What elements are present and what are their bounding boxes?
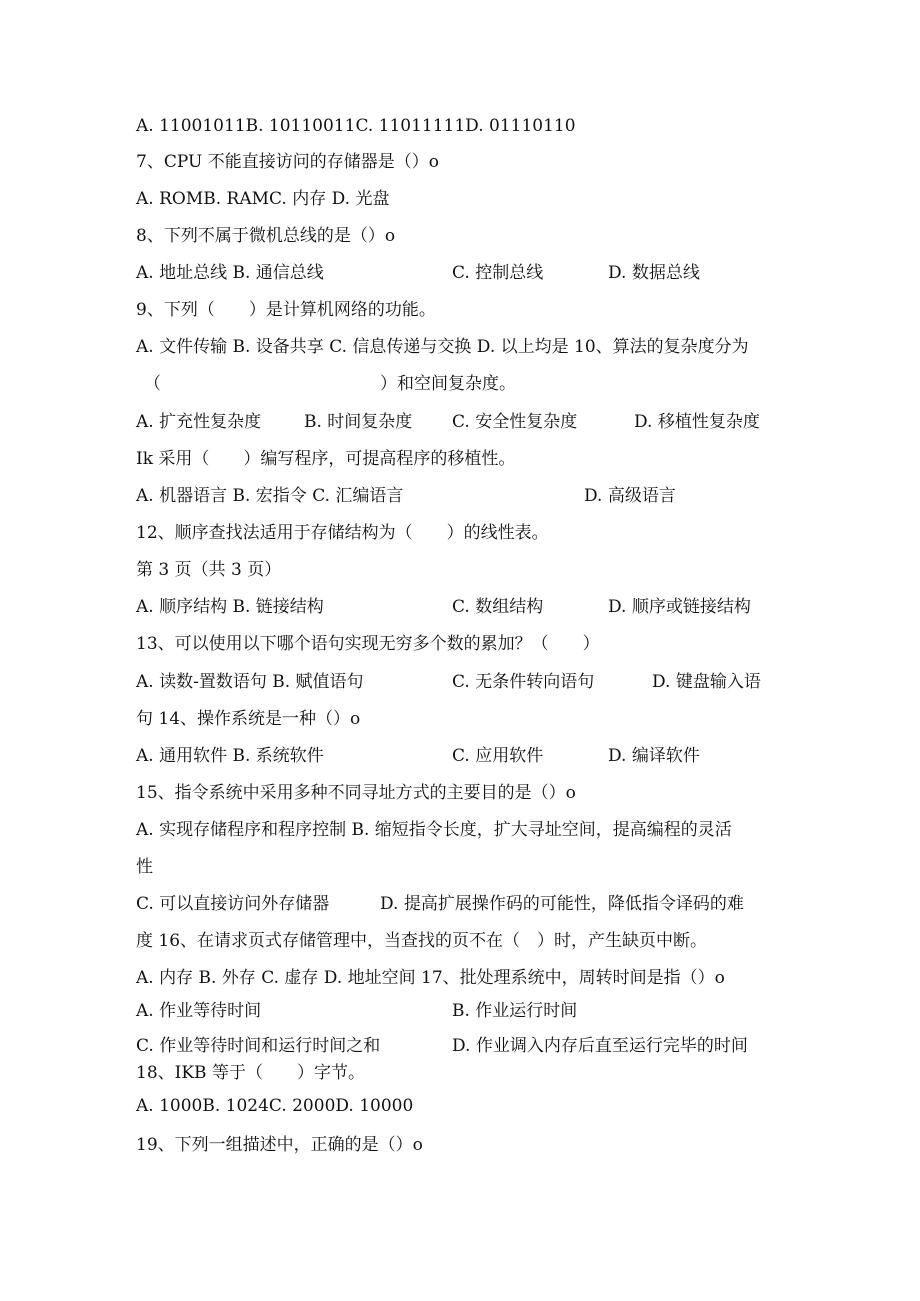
option-a-b: A. 通用软件 B. 系统软件 (136, 746, 324, 766)
option-c: C. 控制总线 (452, 263, 544, 283)
text-segment: 8、下列不属于微机总线的是（）o (136, 226, 396, 246)
text-segment: A. 文件传输 B. 设备共享 C. 信息传递与交换 D. 以上均是 10、算法的复杂度分为 (136, 337, 749, 357)
blank-close-text: ）和空间复杂度。 (380, 374, 516, 394)
text-segment: Ik 采用（ ）编写程序，可提高程序的移植性。 (136, 449, 516, 469)
text-segment: A. 内存 B. 外存 C. 虚存 D. 地址空间 17、批处理系统中，周转时间是指（）o (136, 968, 725, 988)
text-segment: 度 16、在请求页式存储管理中，当查找的页不在（ ）时，产生缺页中断。 (136, 931, 708, 951)
text-segment: 性 (136, 857, 153, 877)
option-d: D. 顺序或链接结构 (608, 597, 751, 617)
option-b: B. 时间复杂度 (304, 412, 413, 432)
text-segment: 7、CPU 不能直接访问的存储器是（）o (136, 152, 439, 172)
option-a-b-c: A. 机器语言 B. 宏指令 C. 汇编语言 (136, 486, 404, 506)
option-d: D. 编译软件 (608, 746, 700, 766)
option-a: A. 扩充性复杂度 (136, 412, 262, 432)
text-segment: 18、IKB 等于（ ）字节。 (136, 1063, 365, 1083)
text-segment: 15、指令系统中采用多种不同寻址方式的主要目的是（）o (136, 783, 576, 803)
option-a-b: A. 顺序结构 B. 链接结构 (136, 597, 324, 617)
option-d: D. 高级语言 (584, 486, 676, 506)
option-c: C. 安全性复杂度 (452, 412, 578, 432)
option-a-b: A. 地址总线 B. 通信总线 (136, 263, 324, 283)
option-c: C. 可以直接访问外存储器 (136, 894, 330, 914)
text-segment: 13、可以使用以下哪个语句实现无穷多个数的累加？（ ） (136, 634, 600, 654)
text-segment: A. 11001011B. 10110011C. 11011111D. 01110110 (136, 116, 576, 136)
option-d: D. 数据总线 (608, 263, 700, 283)
text-segment: A. ROMB. RAMC. 内存 D. 光盘 (136, 189, 390, 209)
option-d: D. 移植性复杂度 (634, 412, 760, 432)
option-a-b: A. 读数-置数语句 B. 赋值语句 (136, 672, 364, 692)
blank-open: （ (144, 374, 161, 394)
option-c: C. 作业等待时间和运行时间之和 (136, 1036, 381, 1056)
option-a: A. 作业等待时间 (136, 1001, 262, 1021)
option-c: C. 数组结构 (452, 597, 544, 617)
text-segment: 9、下列（ ）是计算机网络的功能。 (136, 300, 436, 320)
option-c: C. 无条件转向语句 (452, 672, 595, 692)
option-d: D. 提高扩展操作码的可能性，降低指令译码的难 (380, 894, 744, 914)
text-segment: A. 1000B. 1024C. 2000D. 10000 (136, 1096, 414, 1116)
text-segment: 第 3 页（共 3 页） (136, 560, 282, 580)
option-c: C. 应用软件 (452, 746, 544, 766)
option-d: D. 作业调入内存后直至运行完毕的时间 (452, 1036, 748, 1056)
text-segment: 句 14、操作系统是一种（）o (136, 709, 361, 729)
text-segment: A. 实现存储程序和程序控制 B. 缩短指令长度，扩大寻址空间，提高编程的灵活 (136, 820, 732, 840)
option-b: B. 作业运行时间 (452, 1001, 578, 1021)
option-d: D. 键盘输入语 (652, 672, 761, 692)
text-segment: 12、顺序查找法适用于存储结构为（ ）的线性表。 (136, 523, 549, 543)
text-segment: 19、下列一组描述中，正确的是（）o (136, 1135, 423, 1155)
